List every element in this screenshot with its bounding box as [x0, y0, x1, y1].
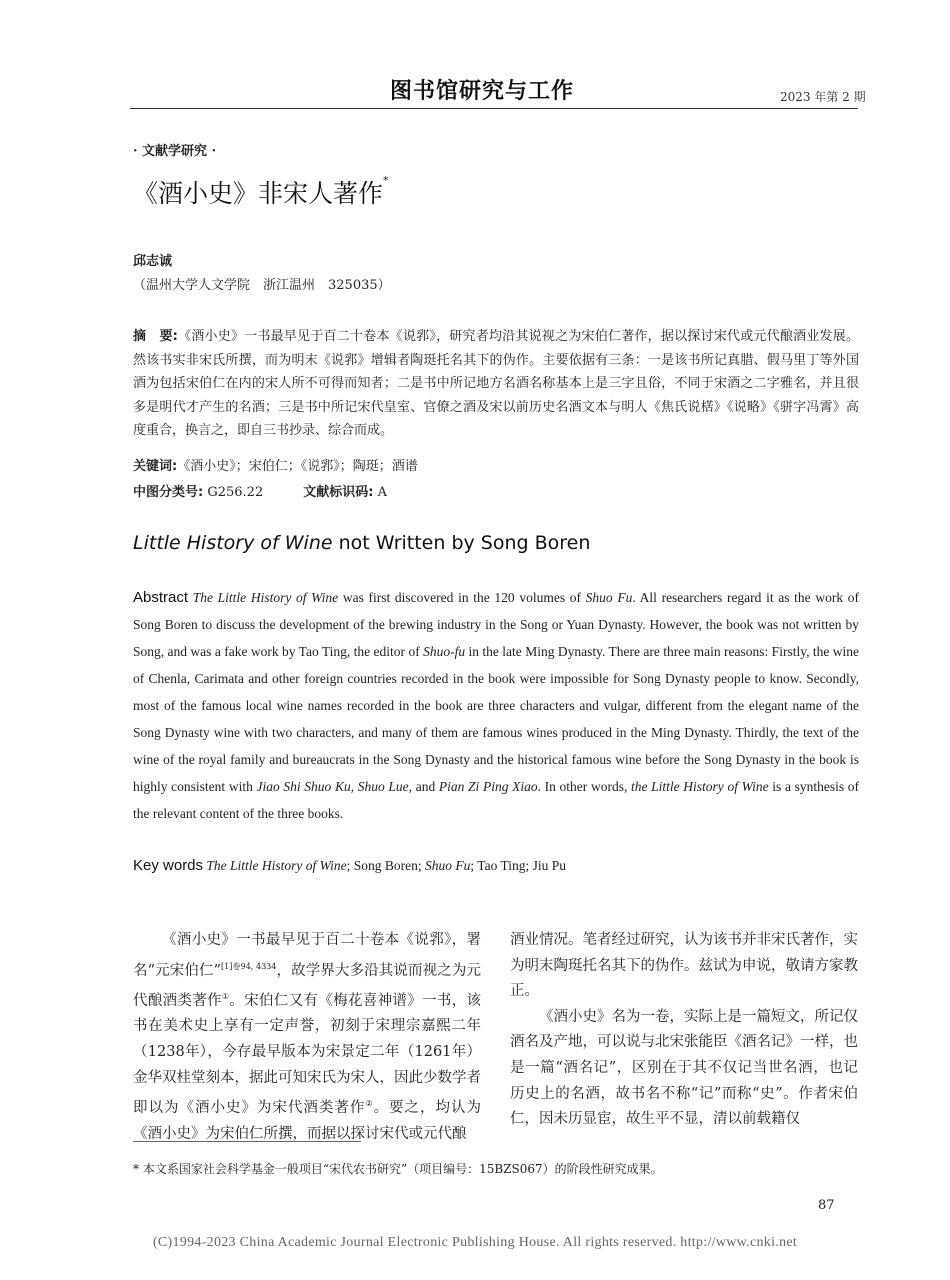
- keywords-zh-label: 关键词:: [133, 459, 178, 474]
- italic-title: Shuo-fu: [423, 644, 466, 659]
- body-paragraph: 《酒小史》名为一卷，实际上是一篇短文，所记仅酒名及产地，可以说与北宋张能臣《酒名记》一样，也是一篇“酒名记”，区别在于其不仅记当世名酒，也记历史上的名酒，故书名不称“记”而称“史”。作者宋伯仁，因未历显宦，故生平不显，清以前载籍仅: [510, 1008, 858, 1128]
- italic-title: the Little History of Wine: [630, 779, 769, 794]
- abstract-zh-label: 摘 要:: [133, 329, 178, 344]
- body-paragraph: [133, 928, 481, 1147]
- footnote-ref: ②: [365, 1099, 374, 1109]
- section-label: · 文献学研究 ·: [133, 144, 217, 159]
- english-title-italic: Little History of Wine: [133, 532, 333, 554]
- abstract-zh-text: 《酒小史》一书最早见于百二十卷本《说郛》，研究者均沿其说视之为宋伯仁著作，据以探讨宋代或元代酿酒业发展。然该书实非宋氏所撰，而为明末《说郛》增辑者陶珽托名其下的伪作。主要依据有三条：一是该书所记真腊、假马里丁等外国酒为包括宋伯仁在内的宋人所不可得而知者；二是书中所记地方名酒名称基本上是三字且俗，不同于宋酒之二字雅名，并且很多是明代才产生的名酒；三是书中所记宋代皇室、官僚之酒及宋以前历史名酒文本与明人《焦氏说楛》《说略》《骈字冯霄》高度重合，换言之，即自三书抄录、综合而成。: [133, 329, 859, 438]
- keywords-en-label: Key words: [133, 857, 204, 874]
- italic-title: Pian Zi Ping Xiao: [438, 779, 538, 794]
- text-run: and: [412, 779, 439, 794]
- body-paragraph: 酒业情况。笔者经过研究，认为该书并非宋氏著作，实为明末陶珽托名其下的伪作。兹试为申说，敬请方家教正。: [510, 932, 858, 1000]
- keywords-zh: [133, 455, 418, 474]
- journal-logo: 图书馆研究与工作: [390, 78, 575, 104]
- text-run: . In other words,: [537, 779, 631, 794]
- page-number: 87: [818, 1198, 835, 1213]
- abstract-en-label: Abstract: [133, 589, 189, 606]
- text-run: ; Tao Ting; Jiu Pu: [470, 858, 567, 873]
- body-text: 。要之，均认为《酒小史》为宋伯仁所撰，而据以探讨宋代或元代酿: [133, 1100, 482, 1142]
- author: 邱志诚: [133, 254, 173, 269]
- text-run: was first discovered in the 120 volumes of: [338, 590, 586, 605]
- doc-code-value: A: [377, 485, 387, 500]
- doc-code-label: 文献标识码:: [303, 485, 374, 500]
- italic-title: Shuo Fu: [585, 590, 633, 605]
- body-text: 《酒小史》一书最早见于百二十卷本《说郛》，署名“元宋伯仁”: [133, 932, 481, 979]
- paper-title: [133, 174, 389, 210]
- clc-value: G256.22: [207, 485, 264, 500]
- italic-title: Jiao Shi Shuo Ku, Shuo Lue,: [256, 779, 413, 794]
- header-rule: [130, 108, 858, 109]
- body-text: ，故学界大多沿其说而视之为元代酿酒类著作: [133, 962, 481, 1009]
- citation-ref: [1]卷94, 4334: [221, 961, 277, 971]
- italic-title: Shuo Fu: [425, 858, 471, 873]
- footnote-rule: [133, 1141, 361, 1142]
- clc-label: 中图分类号:: [133, 485, 204, 500]
- english-title-rest: not Written by Song Boren: [332, 532, 591, 554]
- classification: [133, 481, 387, 500]
- italic-title: The Little History of Wine: [192, 590, 339, 605]
- keywords-en-text: [206, 858, 566, 873]
- keywords-zh-text: 《酒小史》；宋伯仁；《说郛》；陶珽；酒谱: [177, 459, 418, 474]
- footnote: * 本文系国家社会科学基金一般项目“宋代农书研究”（项目编号：15BZS067）的阶段性研究成果。: [133, 1162, 663, 1176]
- footnote-ref: ①: [221, 992, 230, 1002]
- abstract-en: [133, 584, 859, 827]
- body-text: 。宋伯仁又有《梅花喜神谱》一书，该书在美术史上享有一定声誉，初刻于宋理宗嘉熙二年（1238年），今存最早版本为宋景定二年（1261年）金华双桂堂刻本，据此可知宋氏为宋人，因此少数学者即以为《酒小史》为宋代酒类著作: [133, 992, 482, 1117]
- copyright-notice: (C)1994-2023 China Academic Journal Electronic Publishing House. All rights reserved. http://www.cnki.net: [152, 1235, 798, 1250]
- abstract-zh: [133, 325, 859, 443]
- paper-title-text: 《酒小史》非宋人著作: [133, 179, 384, 208]
- text-run: . All researchers regard it as the work of Song Boren to discuss the development of the brewing industry in the Song or Yuan Dynasty. However, the book was not written by Song, and was a fake work by Tao Ting, the editor of: [133, 590, 860, 659]
- title-footnote-mark: *: [383, 174, 389, 187]
- text-run: is a synthesis of the relevant content of the three books.: [133, 779, 860, 821]
- text-run: in the late Ming Dynasty. There are three main reasons: Firstly, the wine of Chenla, Carimata and other foreign countries recorded in the book were impossible for Song Dynasty people to know. Secondly, most of the famous local wine names recorded in the book are three characters and vulgar, different from the elegant name of the Song Dynasty wine with two characters, and many of them are famous wines produced in the Ming Dynasty. Thirdly, the text of the wine of the royal family and bureaucrats in the Song Dynasty and the historical famous wine before the Song Dynasty in the book is highly consistent with: [133, 644, 859, 794]
- issue-label: 2023 年第 2 期: [780, 90, 866, 104]
- affiliation: （温州大学人文学院 浙江温州 325035）: [133, 278, 391, 293]
- text-run: ; Song Boren;: [346, 858, 426, 873]
- english-title: [133, 532, 590, 554]
- abstract-en-text: [133, 590, 859, 821]
- italic-title: The Little History of Wine: [206, 858, 347, 873]
- body-column-left: [133, 928, 481, 1147]
- body-column-right: [510, 928, 858, 1133]
- keywords-en: [133, 857, 566, 874]
